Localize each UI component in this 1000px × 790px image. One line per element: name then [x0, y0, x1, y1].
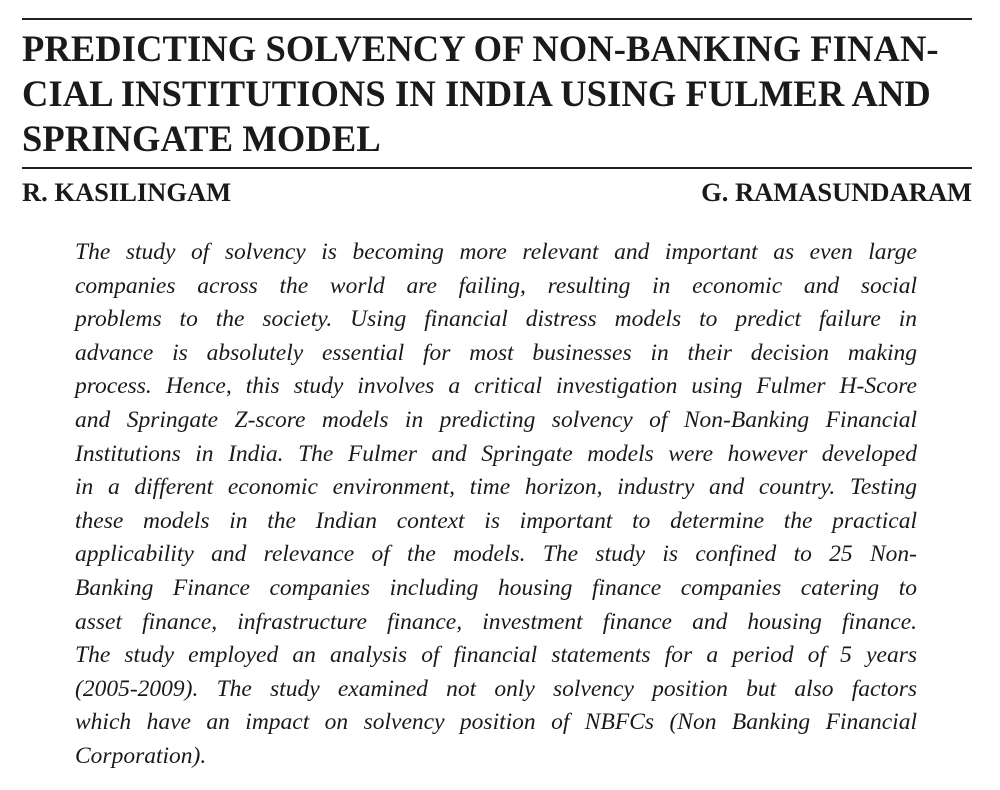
abstract-line: advance is absolutely essential for most businesses in their decision making — [75, 339, 917, 366]
abstract-line: which have an impact on solvency position of NBFCs (Non Banking Financial — [75, 709, 917, 736]
abstract-line: (2005-2009). The study examined not only solvency position but also factors — [75, 675, 917, 702]
title-bottom-rule — [22, 167, 972, 169]
author-name: R. KASILINGAM — [22, 177, 232, 207]
abstract-line: and Springate Z-score models in predicting solvency of Non-Banking Financial — [75, 406, 917, 433]
author-list — [22, 174, 972, 210]
abstract-line: in a different economic environment, time horizon, industry and country. Testing — [75, 474, 917, 501]
abstract-line: applicability and relevance of the models. The study is confined to 25 Non- — [75, 541, 917, 568]
title-line: CIAL INSTITUTIONS IN INDIA USING FULMER AND — [22, 73, 931, 114]
abstract-line: problems to the society. Using financial distress models to predict failure in — [75, 306, 917, 333]
abstract-line: Institutions in India. The Fulmer and Springate models were however developed — [75, 440, 917, 467]
abstract-line: Banking Finance companies including housing finance companies catering to — [75, 574, 917, 601]
abstract-line: process. Hence, this study involves a critical investigation using Fulmer H-Score — [75, 373, 917, 400]
abstract-line: The study employed an analysis of financial statements for a period of 5 years — [75, 642, 917, 669]
author-name: G. RAMASUNDARAM — [701, 177, 972, 207]
abstract-line: The study of solvency is becoming more relevant and important as even large — [75, 239, 917, 265]
abstract-line: these models in the Indian context is important to determine the practical — [75, 507, 917, 534]
abstract — [75, 236, 917, 774]
abstract-line: Corporation). — [75, 742, 207, 769]
abstract-line: companies across the world are failing, resulting in economic and social — [75, 272, 917, 299]
title-line: PREDICTING SOLVENCY OF NON-BANKING FINAN- — [22, 28, 939, 69]
paper-title — [22, 26, 977, 161]
title-top-rule — [22, 18, 972, 20]
title-line: SPRINGATE MODEL — [22, 118, 381, 159]
abstract-line: asset finance, infrastructure finance, investment finance and housing finance. — [75, 608, 917, 635]
